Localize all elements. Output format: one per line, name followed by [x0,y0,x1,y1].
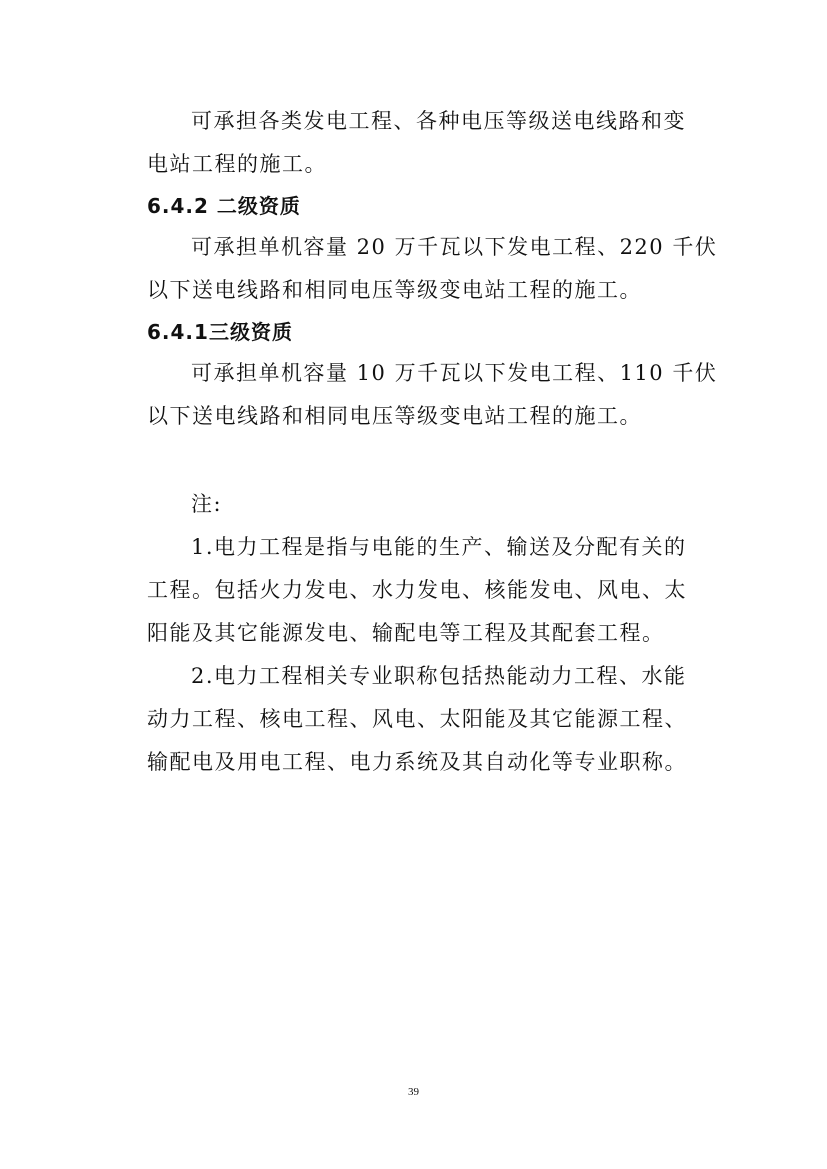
note-1-line-2: 工程。包括火力发电、水力发电、核能发电、风电、太 [147,578,687,602]
paragraph-third-level-line-1: 可承担单机容量 10 万千瓦以下发电工程、110 千伏 [191,361,718,385]
note-1-line-1: 1.电力工程是指与电能的生产、输送及分配有关的 [191,535,687,559]
paragraph-second-level-line-2: 以下送电线路和相同电压等级变电站工程的施工。 [147,278,642,302]
heading-third-level-qualification: 6.4.1三级资质 [147,320,293,344]
paragraph-first-level-line-1: 可承担各类发电工程、各种电压等级送电线路和变 [191,109,686,133]
paragraph-second-level-line-1: 可承担单机容量 20 万千瓦以下发电工程、220 千伏 [191,235,718,259]
spacer [147,438,687,483]
note-2-line-1: 2.电力工程相关专业职称包括热能动力工程、水能 [191,664,687,688]
page-number: 39 [408,1086,419,1098]
note-1-line-3: 阳能及其它能源发电、输配电等工程及其配套工程。 [147,621,665,645]
paragraph-first-level-line-2: 电站工程的施工。 [147,152,327,176]
heading-second-level-qualification: 6.4.2 二级资质 [147,194,301,218]
document-body [147,100,718,784]
notes-label: 注: [191,492,223,516]
note-2-line-3: 输配电及用电工程、电力系统及其自动化等专业职称。 [147,750,687,774]
note-2-line-2: 动力工程、核电工程、风电、太阳能及其它能源工程、 [147,707,687,731]
paragraph-third-level-line-2: 以下送电线路和相同电压等级变电站工程的施工。 [147,404,642,428]
